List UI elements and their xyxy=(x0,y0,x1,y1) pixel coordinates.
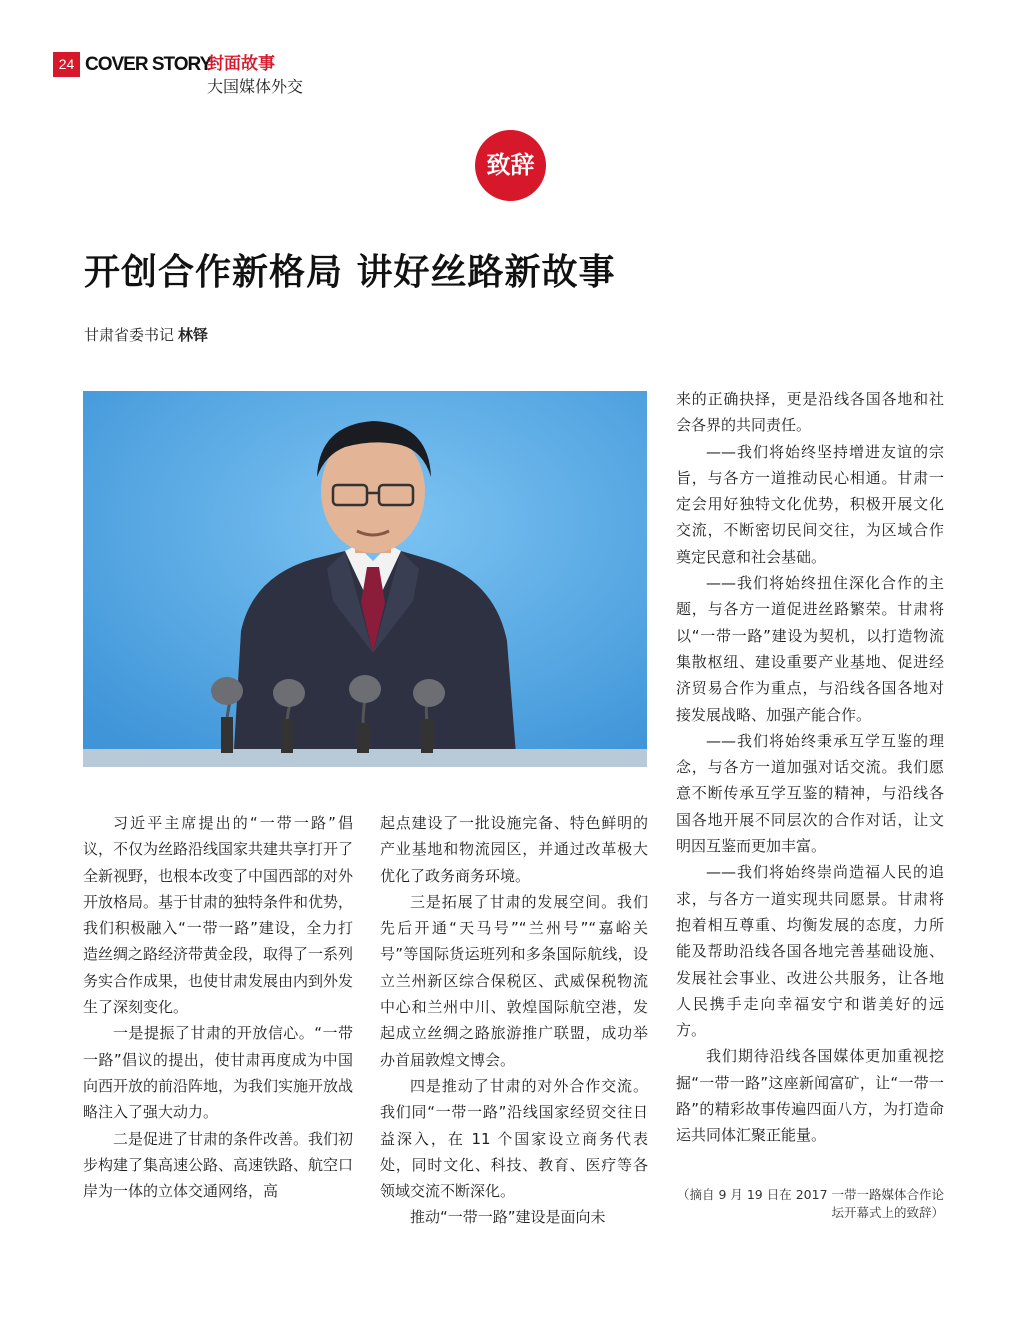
paragraph: 一是提振了甘肃的开放信心。“一带一路”倡议的提出，使甘肃再度成为中国向西开放的前沿阵地，为我们实施开放战略注入了强大动力。 xyxy=(83,1024,354,1122)
column-3 xyxy=(676,386,944,1149)
paragraph: 二是促进了甘肃的条件改善。我们初步构建了集高速公路、高速铁路、航空口岸为一体的立体交通网络，高 xyxy=(83,1129,354,1201)
paragraph: ——我们将始终坚持增进友谊的宗旨，与各方一道推动民心相通。甘肃一定会用好独特文化优势，积极开展文化交流，不断密切民间交往，为区域合作奠定民意和社会基础。 xyxy=(676,442,944,566)
column-2 xyxy=(380,810,648,1231)
speech-badge: 致辞 xyxy=(475,130,546,201)
speaker-photo xyxy=(83,391,647,767)
page-number: 24 xyxy=(53,52,80,77)
section-title-zh: 封面故事 xyxy=(207,54,275,74)
paragraph: 四是推动了甘肃的对外合作交流。我们同“一带一路”沿线国家经贸交往日益深入，在 11 个国家设立商务代表处，同时文化、科技、教育、医疗等各领域交流不断深化。 xyxy=(380,1076,648,1201)
author-name: 林铎 xyxy=(178,326,209,344)
byline xyxy=(84,324,208,346)
paragraph: 我们期待沿线各国媒体更加重视挖掘“一带一路”这座新闻富矿，让“一带一路”的精彩故事传遍四面八方，为打造命运共同体汇聚正能量。 xyxy=(676,1047,944,1145)
subsection-title: 大国媒体外交 xyxy=(207,77,304,96)
speaker-illustration xyxy=(83,391,647,767)
paragraph: ——我们将始终崇尚造福人民的追求，与各方一道实现共同愿景。甘肃将抱着相互尊重、均衡发展的态度，力所能及帮助沿线各国各地完善基础设施、发展社会事业、改进公共服务，让各地人民携手走向幸福安宁和谐美好的远方。 xyxy=(676,863,944,1040)
paragraph: 三是拓展了甘肃的发展空间。我们先后开通“天马号”“兰州号”“嘉峪关号”等国际货运班列和多条国际航线，设立兰州新区综合保税区、武威保税物流中心和兰州中川、敦煌国际航空港，发起成立丝绸之路旅游推广联盟，成功举办首届敦煌文博会。 xyxy=(380,892,648,1069)
paragraph: ——我们将始终秉承互学互鉴的理念，与各方一道加强对话交流。我们愿意不断传承互学互鉴的精神，与沿线各国各地开展不同层次的合作对话，让文明因互鉴而更加丰富。 xyxy=(676,731,944,856)
column-1 xyxy=(83,810,353,1204)
paragraph: 来的正确抉择，更是沿线各国各地和社会各界的共同责任。 xyxy=(676,390,944,435)
author-role: 甘肃省委书记 xyxy=(84,326,175,344)
source-note: （摘自 9 月 19 日在 2017 一带一路媒体合作论坛开幕式上的致辞） xyxy=(676,1187,944,1220)
paragraph: 推动“一带一路”建设是面向未 xyxy=(410,1208,606,1227)
paragraph: 习近平主席提出的“一带一路”倡议，不仅为丝路沿线国家共建共享打开了全新视野，也根本改变了中国西部的对外开放格局。基于甘肃的独特条件和优势，我们积极融入“一带一路”建设，全力打造丝绸之路经济带黄金段，取得了一系列务实合作成果，也使甘肃发展由内到外发生了深刻变化。 xyxy=(83,814,354,1017)
paragraph: ——我们将始终扭住深化合作的主题，与各方一道促进丝路繁荣。甘肃将以“一带一路”建设为契机，以打造物流集散枢纽、建设重要产业基地、促进经济贸易合作为重点，与沿线各国各地对接发展战略、加强产能合作。 xyxy=(676,574,944,724)
article-headline: 开创合作新格局 讲好丝路新故事 xyxy=(84,252,616,293)
paragraph: 起点建设了一批设施完备、特色鲜明的产业基地和物流园区，并通过改革极大优化了政务商务环境。 xyxy=(380,814,648,885)
section-title-en: COVER STORY xyxy=(85,54,212,75)
